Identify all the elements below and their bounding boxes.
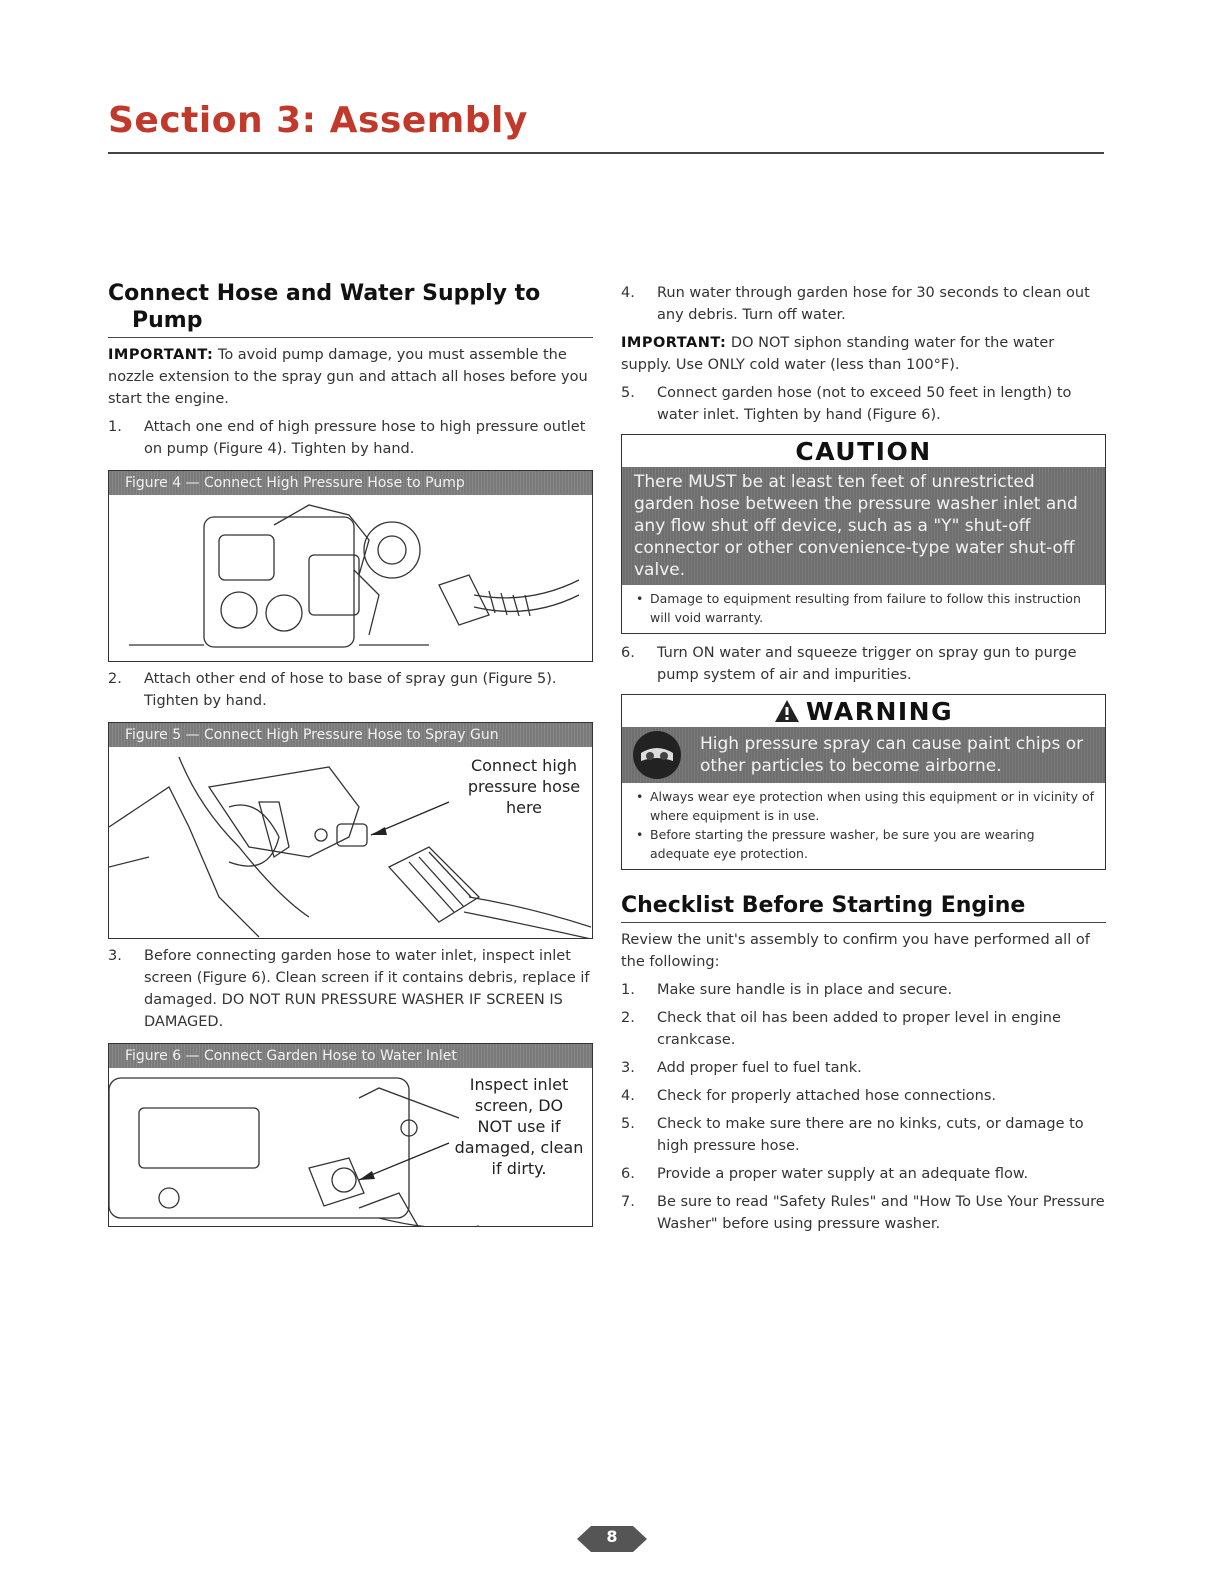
hose-heading-line1: Connect Hose and Water Supply to <box>108 281 541 306</box>
item-text: Check that oil has been added to proper level in engine crankcase. <box>657 1010 1061 1048</box>
checklist-intro: Review the unit's assembly to confirm you have performed all of the following: <box>621 932 1090 970</box>
checklist-item <box>621 1163 1106 1185</box>
pump-drawing <box>109 495 591 662</box>
important-label: IMPORTANT: <box>621 335 727 351</box>
water-inlet-illustration <box>109 1068 592 1227</box>
callout-line: damaged, clean <box>454 1138 584 1157</box>
step-6 <box>621 642 1106 686</box>
warning-bullet: • Always wear eye protection when using this equipment or in vicinity of where equipment is in use. <box>632 787 1095 825</box>
checklist <box>621 979 1106 1235</box>
callout-line: Inspect inlet <box>469 1075 569 1094</box>
item-text: Provide a proper water supply at an adequate flow. <box>657 1166 1029 1182</box>
checklist-item <box>621 1191 1106 1235</box>
figure-6-callout <box>449 1074 589 1179</box>
warning-message-row <box>622 727 1105 783</box>
figure-6 <box>108 1043 593 1227</box>
step-3 <box>108 945 593 1033</box>
important-note <box>108 344 593 410</box>
item-number: 4. <box>621 1088 635 1104</box>
left-column <box>108 280 593 1227</box>
step-text: Before connecting garden hose to water inlet, inspect inlet screen (Figure 6). Clean screen if it contains debris, replace if damaged. DO NOT RUN PRESSURE WASHER IF SCREEN IS DAMAGED. <box>144 948 590 1030</box>
step-5 <box>621 382 1106 426</box>
item-number: 5. <box>621 1116 635 1132</box>
water-important-note <box>621 332 1106 376</box>
callout-line: pressure hose <box>467 777 581 796</box>
item-number: 3. <box>621 1060 635 1076</box>
callout-line: NOT use if <box>477 1117 561 1136</box>
caution-box <box>621 434 1106 634</box>
callout-line: Connect high <box>470 756 578 775</box>
hose-heading-line2: Pump <box>132 308 203 333</box>
step-number: 3. <box>108 948 122 964</box>
figure-4-caption: Figure 4 — Connect High Pressure Hose to Pump <box>109 471 592 495</box>
warning-title-row <box>622 695 1105 727</box>
step-text: Attach one end of high pressure hose to high pressure outlet on pump (Figure 4). Tighten by hand. <box>144 419 586 457</box>
warning-bullets <box>622 783 1105 869</box>
checklist-item <box>621 1085 1106 1107</box>
spray-gun-illustration <box>109 747 592 939</box>
caution-title: CAUTION <box>795 437 932 466</box>
section-title: Section 3: Assembly <box>108 100 528 141</box>
step-number: 4. <box>621 285 635 301</box>
item-text: Check for properly attached hose connections. <box>657 1088 997 1104</box>
important-text: DO NOT siphon standing water for the water supply. Use ONLY cold water (less than 100°F). <box>621 335 1055 373</box>
callout-line: if dirty. <box>491 1159 547 1178</box>
goggles-icon <box>631 729 683 781</box>
step-4 <box>621 282 1106 326</box>
callout-line: here <box>505 798 543 817</box>
checklist-item <box>621 1113 1106 1157</box>
item-text: Add proper fuel to fuel tank. <box>657 1060 862 1076</box>
right-column <box>621 280 1106 1235</box>
step-text: Attach other end of hose to base of spray gun (Figure 5). Tighten by hand. <box>144 671 557 709</box>
warning-box <box>621 694 1106 870</box>
step-1 <box>108 416 593 460</box>
step-text: Turn ON water and squeeze trigger on spray gun to purge pump system of air and impurities. <box>657 645 1077 683</box>
checklist-heading: Checklist Before Starting Engine <box>621 892 1106 923</box>
step-2 <box>108 668 593 712</box>
checklist-item <box>621 1007 1106 1051</box>
warning-message: High pressure spray can cause paint chips or other particles to become airborne. <box>700 734 1084 776</box>
figure-5-callout <box>459 755 589 818</box>
figure-5-caption: Figure 5 — Connect High Pressure Hose to Spray Gun <box>109 723 592 747</box>
warning-title: WARNING <box>805 697 954 726</box>
step-number: 2. <box>108 671 122 687</box>
step-number: 6. <box>621 645 635 661</box>
caution-bullet: • Damage to equipment resulting from failure to follow this instruction will void warranty. <box>632 589 1095 627</box>
section-divider <box>108 152 1104 154</box>
step-text: Run water through garden hose for 30 seconds to clean out any debris. Turn off water. <box>657 285 1090 323</box>
item-number: 2. <box>621 1010 635 1026</box>
step-number: 5. <box>621 385 635 401</box>
item-text: Check to make sure there are no kinks, cuts, or damage to high pressure hose. <box>657 1116 1084 1154</box>
step-number: 1. <box>108 419 122 435</box>
callout-line: screen, DO <box>474 1096 564 1115</box>
eye-protection-icon <box>622 727 692 783</box>
caution-message: There MUST be at least ten feet of unrestricted garden hose between the pressure washer inlet and any flow shut off device, such as a "Y" shut-off connector or other convenience-type water shut-off valve. <box>622 467 1105 585</box>
pump-illustration <box>109 495 592 662</box>
item-text: Make sure handle is in place and secure. <box>657 982 953 998</box>
item-number: 7. <box>621 1194 635 1210</box>
figure-6-caption: Figure 6 — Connect Garden Hose to Water Inlet <box>109 1044 592 1068</box>
item-number: 6. <box>621 1166 635 1182</box>
item-text: Be sure to read "Safety Rules" and "How To Use Your Pressure Washer" before using pressure washer. <box>657 1194 1105 1232</box>
important-text: To avoid pump damage, you must assemble the nozzle extension to the spray gun and attach all hoses before you start the engine. <box>108 347 588 407</box>
warning-triangle-icon <box>774 699 800 723</box>
important-label: IMPORTANT: <box>108 347 214 363</box>
caution-bullets <box>622 585 1105 633</box>
figure-5 <box>108 722 593 939</box>
checklist-item <box>621 1057 1106 1079</box>
page-number: 8 <box>606 1527 618 1546</box>
checklist-item <box>621 979 1106 1001</box>
figure-4 <box>108 470 593 662</box>
item-number: 1. <box>621 982 635 998</box>
step-text: Connect garden hose (not to exceed 50 feet in length) to water inlet. Tighten by hand (Figure 6). <box>657 385 1072 423</box>
hose-section-heading <box>108 280 593 338</box>
warning-bullet: • Before starting the pressure washer, be sure you are wearing adequate eye protection. <box>632 825 1095 863</box>
